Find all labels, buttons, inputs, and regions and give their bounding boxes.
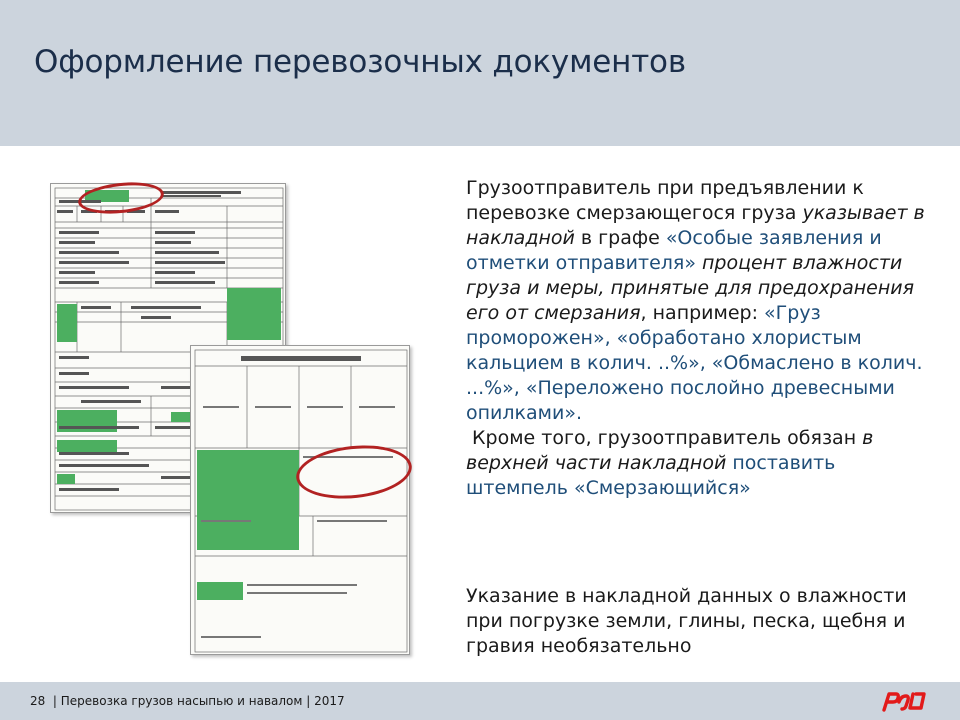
paragraph-segment: Грузоотправитель при предъявлении к перевозке смерзающегося груза [466,177,864,224]
highlighted-field-name: «Особые заявления и отметки отправителя» [466,227,882,274]
waybill-back-image [190,345,410,655]
rzd-logo-icon [880,688,928,714]
footer-caption: | Перевозка грузов насыпью и навалом | 2017 [52,694,345,708]
paragraph-segment: в графе [574,227,666,249]
paragraph-emphasis: указывает в накладной [466,202,925,249]
highlighted-stamp: поставить штемпель «Смерзающийся» [466,452,836,499]
highlighted-examples: «Груз проморожен», «обработано хлористым кальцием в колич. ..%», «Обмаслено в колич. ...%», «Переложено послойно древесными опилками». [466,302,923,424]
secondary-paragraph: Указание в накладной данных о влажности при погрузке земли, глины, песка, щебня и гравия необязательно [466,585,907,657]
paragraph-segment: , например: [640,302,765,324]
page-number: 28 [30,694,46,708]
slide-title: Оформление перевозочных документов [34,44,686,80]
paragraph-emphasis: процент влажности груза и меры, принятые для предохранения его от смерзания [466,252,915,324]
footer [30,694,345,708]
paragraph-segment: Кроме того, грузоотправитель обязан [472,427,863,449]
main-paragraph [466,176,940,501]
paragraph-emphasis: в верхней части накладной [466,427,874,474]
header-divider [0,146,960,148]
